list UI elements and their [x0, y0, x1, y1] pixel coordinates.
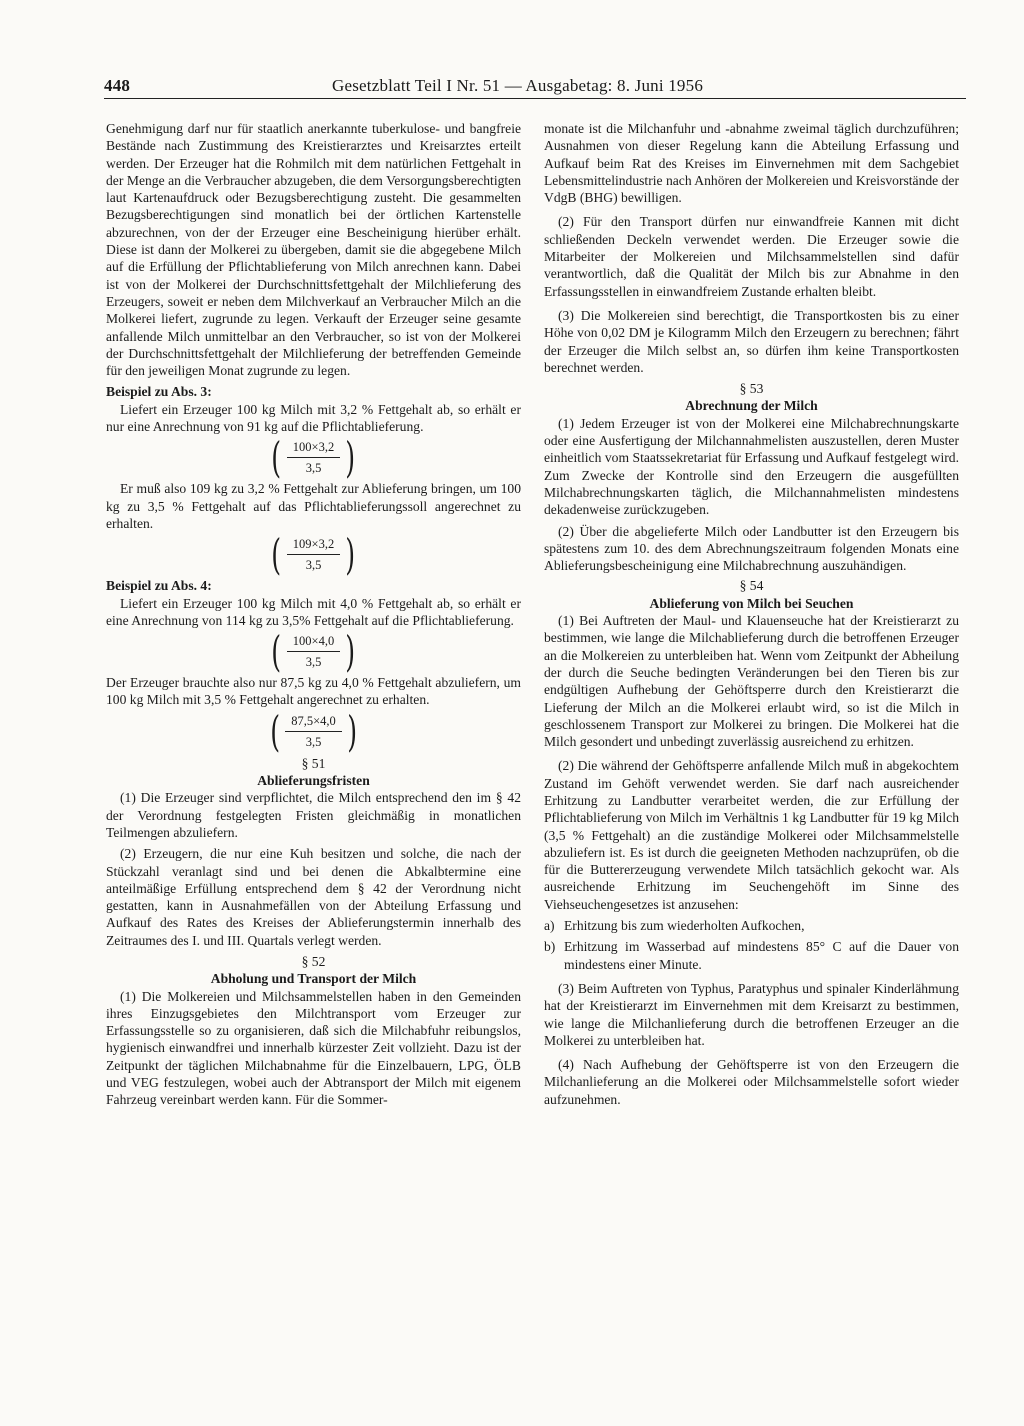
- example-label: Beispiel zu Abs. 4:: [106, 578, 212, 594]
- paragraph: Liefert ein Erzeuger 100 kg Milch mit 4,0 % Fettgehalt ab, so erhält er eine Anrechnung von 114 kg zu 3,5% Fettgehalt auf die Pflichtablieferung.: [106, 595, 521, 628]
- formula-denominator: 3,5: [305, 655, 322, 670]
- paragraph: (1) Bei Auftreten der Maul- und Klauenseuche hat der Kreistierarzt zu bestimmen, wie lange die Milchablieferung durch die betroffenen Erzeuger an die Molkereien zu unterbleiben hat. Wenn vom Zeitpunkt der Abheilung der durch die Seuche bedingten Veränderungen bei den Tieren bis zur endgültigen Aufhebung der Gehöftsperre durch den Kreistierarzt die Lieferung der Milch an die Molkerei erlaubt wird, so ist die Milch in geschlossenem Transport zur Molkerei zu bringen. Die Molkerei hat die Milch gesondert und unbedingt zuverlässig ausreichend zu erhitzen.: [544, 613, 959, 750]
- section-title: Ablieferung von Milch bei Seuchen: [649, 595, 854, 611]
- paragraph: Der Erzeuger brauchte also nur 87,5 kg zu 4,0 % Fettgehalt abzuliefern, um 100 kg Milch mit 3,5 % Fettgehalt angerechnet zu erhalten.: [106, 675, 521, 708]
- list-item-label: a): [544, 918, 555, 934]
- formula-denominator: 3,5: [305, 461, 322, 476]
- section-number: § 51: [301, 755, 326, 771]
- left-parenthesis: (: [271, 627, 282, 677]
- paragraph: Liefert ein Erzeuger 100 kg Milch mit 3,2 % Fettgehalt ab, so erhält er nur eine Anrechnung von 91 kg auf die Pflichtablieferung.: [106, 401, 521, 435]
- section-title: Abholung und Transport der Milch: [210, 971, 417, 987]
- right-parenthesis: ): [347, 706, 357, 756]
- paragraph: (2) Die während der Gehöftsperre anfallende Milch muß in abgekochtem Zustand im Gehöft verwendet werden. Sie darf nach ausreichender Erhitzung zu Landbutter verarbeitet werden, die zur Erfüllung der Pflichtablieferung von Milch im Verhältnis 1 kg Landbutter für 19 kg Milch (3,5 % Fettgehalt) an die zuständige Molkerei oder Milchsammelstelle abzuliefern ist. Es ist durch die geeigneten Methoden nachzuprüfen, ob die für die Buttererzeugung verwendete Milch tatsächlich gekocht war. Als ausreichende Erhitzung im Seuchengehöft im Sinne des Viehseuchengesetzes ist anzusehen:: [544, 758, 959, 912]
- section-title: Ablieferungsfristen: [257, 773, 370, 789]
- formula: [106, 706, 521, 756]
- list-item-text: Erhitzung im Wasserbad auf mindestens 85° C auf die Dauer von mindestens einer Minute.: [564, 939, 959, 972]
- paragraph: (1) Die Molkereien und Milchsammelstellen haben in den Gemeinden ihres Einzugsgebietes den Milchtransport vom Erzeuger zur Erfassungsstelle so zu organisieren, daß sich die Milchabfuhr reibungslos, hygienisch einwandfrei und innerhalb kürzester Zeit vollzieht. Dazu ist der Zeitpunkt der täglichen Milchabnahme für die Einzelbauern, LPG, ÖLB und VEG festzulegen, wobei auch der Abtransport der Milch mit eigenem Fahrzeug vereinbart werden kann. Für die Sommer-: [106, 988, 521, 1108]
- left-parenthesis: (: [271, 433, 282, 483]
- paragraph: (2) Über die abgelieferte Milch oder Landbutter ist den Erzeugern bis spätestens zum 10. des dem Abrechnungszeitraum folgenden Monats eine Ablieferungsbescheinigung eine Milchabrechnung auszuhändigen.: [544, 523, 959, 574]
- example-label: Beispiel zu Abs. 3:: [106, 384, 212, 400]
- formula: [106, 530, 521, 580]
- paragraph: Genehmigung darf nur für staatlich anerkannte tuberkulose- und bangfreie Bestände nach Zustimmung des Kreistierarztes und Kreisarztes erteilt werden. Der Erzeuger hat die Rohmilch mit dem natürlichen Fettgehalt in der Menge an die Verbraucher abzugeben, die dem Versorgungsberechtigten laut Kartenaufdruck oder Bezugsberechtigung zusteht. Die gesammelten Bezugsberechtigungen sind monatlich bei der örtlichen Kartenstelle abzurechnen, von der der Erzeuger eine Bescheinigung hierüber erhält. Diese ist dann der Molkerei zu übergeben, damit sie die abgegebene Milch auf die Erfüllung der Pflichtablieferung von Milch anrechnen kann. Dabei ist von der Molkerei der Durchschnittsfettgehalt der Milchlieferung des Erzeugers, soweit er neben dem Milchverkauf an Verbraucher Milch an die Molkerei liefert, zugrunde zu legen. Verkauft der Erzeuger seine gesamte anfallende Milch unmittelbar an den Verbraucher, so ist von der Molkerei der Durchschnittsfettgehalt der Milchlieferung der betreffenden Gemeinde für den jeweiligen Monat zugrunde zu legen.: [106, 121, 521, 379]
- list-item: [544, 917, 959, 934]
- left-column: [106, 120, 521, 1109]
- paragraph: (1) Die Erzeuger sind verpflichtet, die Milch entsprechend den im § 42 der Verordnung festgelegten Fristen gleichmäßig in monatlichen Teilmengen abzuliefern.: [106, 790, 521, 840]
- page-header: [104, 76, 966, 99]
- formula-numerator: 100×4,0: [287, 633, 340, 652]
- formula-numerator: 109×3,2: [287, 536, 340, 555]
- paragraph: (2) Erzeugern, die nur eine Kuh besitzen und solche, die nach der Stückzahl veranlagt sind und bei denen die Abkalbtermine eine anteilmäßige Erfüllung entsprechend dem § 42 der Verordnung nicht gestatten, kann in Ausnahmefällen von der Abteilung Erfassung und Aufkauf des Rates des Kreises der Ablieferungstermin innerhalb des Zeitraumes des I. und III. Quartals verlegt werden.: [106, 846, 521, 948]
- formula-numerator: 100×3,2: [287, 439, 340, 458]
- formula-denominator: 3,5: [305, 734, 322, 749]
- section-number: § 53: [739, 381, 764, 397]
- right-parenthesis: ): [345, 433, 356, 483]
- formula-denominator: 3,5: [305, 558, 322, 573]
- paragraph: (3) Die Molkereien sind berechtigt, die Transportkosten bis zu einer Höhe von 0,02 DM je Kilogramm Milch den Erzeugern zu berechnen; fährt der Erzeuger die Milch selbst an, so dürfen ihm keine Transportkosten berechnet werden.: [544, 307, 959, 375]
- paragraph: (4) Nach Aufhebung der Gehöftsperre ist von den Erzeugern die Milchanlieferung an die Molkerei oder Milchsammelstelle sofort wieder aufzunehmen.: [544, 1057, 959, 1107]
- list-item-label: b): [544, 939, 556, 955]
- left-parenthesis: (: [271, 530, 282, 580]
- right-parenthesis: ): [345, 627, 356, 677]
- formula: [106, 627, 521, 677]
- paragraph: (2) Für den Transport dürfen nur einwandfreie Kannen mit dicht schließenden Deckeln verwendet werden. Die Erzeuger sowie die Mitarbeiter der Molkereien und Milchsammelstellen sind dafür verantwortlich, daß die Qualität der Milch bis zur Abnahme in den Erfassungsstellen in einwandfreiem Zustande erhalten bleibt.: [544, 214, 959, 299]
- section-number: § 52: [301, 953, 326, 969]
- right-column: [544, 120, 959, 1108]
- paragraph: (1) Jedem Erzeuger ist von der Molkerei eine Milchabrechnungskarte oder eine Ausfertigung der Milchannahmelisten auszustellen, deren Muster einheitlich vom Staatssekretariat für Erfassung und Aufkauf festgelegt wird. Zum Zwecke der Kontrolle sind den Erzeugern die ausgefüllten Milchabrechnungskarten täglich, die Milchannahmelisten mindestens dekadenweise zurückzugeben.: [544, 415, 959, 518]
- page-number: 448: [104, 76, 131, 95]
- left-parenthesis: (: [270, 706, 280, 756]
- paragraph: (3) Beim Auftreten von Typhus, Paratyphus und spinaler Kinderlähmung hat der Kreistierarzt im Einvernehmen mit dem Kreisarzt zu bestimmen, wie lange die Milchanlieferung durch die betroffenen Erzeuger an die Molkerei zu unterbleiben hat.: [544, 980, 959, 1048]
- list-item: [544, 938, 959, 973]
- formula: [106, 433, 521, 483]
- formula-numerator: 87,5×4,0: [285, 713, 342, 732]
- paragraph: Er muß also 109 kg zu 3,2 % Fettgehalt zur Ablieferung bringen, um 100 kg zu 3,5 % Fettgehalt auf das Pflichtablieferungssoll angerechnet zu erhalten.: [106, 481, 521, 531]
- list-item-text: Erhitzung bis zum wiederholten Aufkochen,: [564, 918, 805, 934]
- running-title: Gesetzblatt Teil I Nr. 51 — Ausgabetag: 8. Juni 1956: [332, 76, 704, 95]
- right-parenthesis: ): [345, 530, 356, 580]
- section-title: Abrechnung der Milch: [685, 398, 818, 414]
- section-number: § 54: [739, 578, 764, 594]
- paragraph: monate ist die Milchanfuhr und -abnahme zweimal täglich durchzuführen; Ausnahmen von dieser Regelung kann die Abteilung Erfassung und Aufkauf beim Rat des Kreises im Einvernehmen mit dem Sachgebiet Lebensmittelindustrie nach Anhören der Molkereien und Kreisvorstände der VdgB (BHG) bewilligen.: [544, 121, 959, 206]
